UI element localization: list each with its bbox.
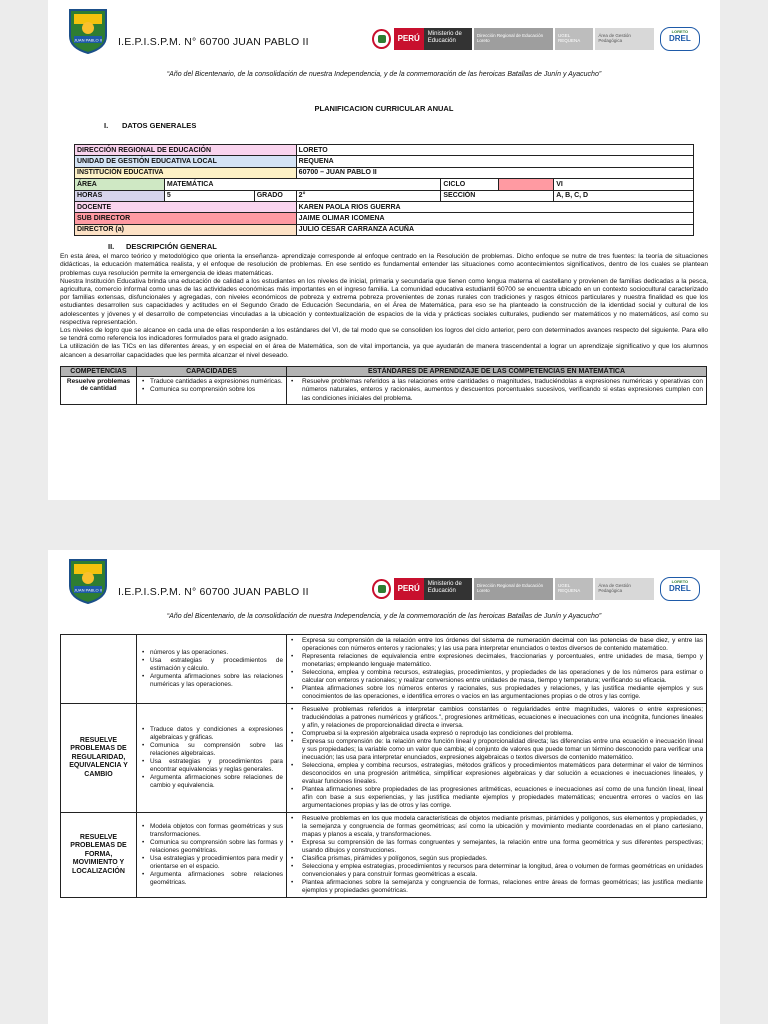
table-row (75, 167, 694, 178)
list-item: • Plantea afirmaciones sobre los números enteros y racionales, sus propiedades y relaciones, y las justifica mediante ejemplos y sus conocimientos de las operaciones, e identifica errores o vacíos en las argumentaciones propias o de otros y las corrige. (290, 685, 703, 701)
standards-cell (287, 704, 707, 813)
dre-box: Dirección Regional de Educación Loreto (474, 578, 553, 600)
subdirector-label: SUB DIRECTOR (75, 213, 297, 224)
page-header (48, 0, 720, 58)
list-item: • Usa estrategias y procedimientos para medir y orientarse en el espacio. (140, 855, 283, 871)
docente-label: DOCENTE (75, 201, 297, 212)
table-row (61, 704, 707, 813)
ie-value: 60700 – JUAN PABLO II (296, 167, 693, 178)
government-logos (372, 26, 700, 52)
competency-name: Resuelve problemas de cantidad (61, 376, 137, 404)
drel-sub: LORETO (671, 29, 689, 34)
svg-text:JUAN PABLO II: JUAN PABLO II (74, 587, 102, 593)
svg-text:JUAN PABLO II: JUAN PABLO II (74, 37, 102, 43)
capacities-cell (137, 376, 287, 404)
horas-value: 5 (164, 190, 254, 201)
ugel-box: UGEL REQUENA (555, 28, 593, 50)
general-data-table (74, 144, 694, 236)
ciclo-swatch (499, 179, 554, 190)
competencies-table-continued (60, 634, 707, 898)
list-item: • Usa estrategias y procedimientos de estimación y cálculo. (140, 657, 283, 673)
capacities-cell (137, 704, 287, 813)
list-item: • Resuelve problemas en los que modela características de objetos mediante prismas, pirámides y polígonos, sus elementos y propiedades, y la semejanza y congruencia de formas geométricas; así como la ubicación y movimiento mediante coordenadas en el plano cartesiano, mapas y planos a escala, y transformaciones. (290, 815, 703, 839)
table-row (75, 179, 694, 190)
drel-sub: LORETO (671, 579, 689, 584)
list-item: • Usa estrategias y procedimientos para encontrar equivalencias y reglas generales. (140, 758, 283, 774)
section-1-heading (48, 121, 720, 130)
area-value: MATEMÁTICA (164, 179, 441, 190)
list-item: • Expresa su comprensión de las formas congruentes y semejantes, la relación entre una forma geométrica y sus diferentes perspectivas; usando dibujos y construcciones. (290, 839, 703, 855)
list-item: • Argumenta afirmaciones sobre relaciones de cambio y equivalencia. (140, 774, 283, 790)
column-header: COMPETENCIAS (61, 366, 137, 376)
list-item: • Representa relaciones de equivalencia entre expresiones decimales, fraccionarias y porcentuales, entre unidades de masa, tiempo y monetarias; empleando lenguaje matemático. (290, 653, 703, 669)
list-item: • Plantea afirmaciones sobre propiedades de las progresiones aritméticas, ecuaciones e inecuaciones así como de una función lineal, lineal afín con base a sus experiencias, y las justifica mediante ejemplos y propiedades matemáticas; encuentra errores o vacíos en las argumentaciones propias y las de otros y las corrige. (290, 786, 703, 810)
list-item: • Resuelve problemas referidos a interpretar cambios constantes o regularidades entre magnitudes, valores o entre expresiones; traduciéndolas a patrones numéricos y gráficos.", progresiones aritméticas, ecuaciones e inecuaciones con una incógnita, funciones lineales y afín, y relaciones de proporcionalidad directa e inversa. (290, 706, 703, 730)
agp-box: Área de Gestión Pedagógica (595, 578, 653, 600)
ciclo-value: VI (554, 179, 694, 190)
list-item: • Expresa su comprensión de la relación entre los órdenes del sistema de numeración decimal con las potencias de base diez, y entre las operaciones con números enteros y racionales; y las usa para interpretar enunciados o textos diversos de contenido matemático. (290, 637, 703, 653)
list-item: • Argumenta afirmaciones sobre relaciones geométricas. (140, 871, 283, 887)
school-name: I.E.P.I.S.P.M. N° 60700 JUAN PABLO II (118, 586, 309, 598)
list-item: • Traduce cantidades a expresiones numéricas. (140, 378, 283, 386)
section-number: I. (104, 121, 109, 130)
horas-label: HORAS (75, 190, 165, 201)
area-label: ÁREA (75, 179, 165, 190)
ministry-label: Ministerio de Educación (424, 28, 472, 50)
peru-emblem-icon (372, 29, 391, 49)
list-item: • Selecciona y emplea estrategias, procedimientos y recursos para determinar la longitud, área o volumen de formas geométricas en unidades convencionales y para construir formas geométricas a escala. (290, 863, 703, 879)
director-label: DIRECTOR (a) (75, 224, 297, 235)
description-paragraph: Nuestra Institución Educativa brinda una educación de calidad a los estudiantes en los niveles de inicial, primaria y secundaria que tienen como lengua materna el castellano y provienen de familias dedicadas a la pesca, agricultura, comercio informal como unas de las actividades económicas más importantes en el ingreso familia. La comunidad educativa estudiantil 60700 se encuentra ubicado en un contexto sociocultural caracterizado por familias extensas, disfuncionales y agregadas, con niveles económicos de pobreza y extrema pobreza provenientes de zonas rurales con tradiciones y rasgos étnicos particulares y nuestra finalidad es que los estudiantes desarrollen sus capacidades y actitudes en el Segundo Grado de Educación Secundaria, en el Área de Matemática, para eso se ha planteado la construcción de la identidad social y cultural de los adolescentes y jóvenes y el desarrollo de competencias vinculadas a la ubicación y contextualización de espacios de la vida y prácticas sociales culturales, pudiendo ser matemáticos y no matemáticos, así como su respectiva representación. (60, 277, 708, 326)
table-row (75, 190, 694, 201)
list-item: • Comunica su comprensión sobre las relaciones algebraicas. (140, 742, 283, 758)
ie-label: INSTITUCIÓN EDUCATIVA (75, 167, 297, 178)
page-header (48, 550, 720, 608)
school-logo-icon (68, 8, 108, 54)
school-name: I.E.P.I.S.P.M. N° 60700 JUAN PABLO II (118, 36, 309, 48)
table-row (75, 156, 694, 167)
year-motto: “Año del Bicentenario, de la consolidación de nuestra Independencia, y de la conmemoración de las heroicas Batallas de Junín y Ayacucho” (166, 71, 602, 78)
year-motto: “Año del Bicentenario, de la consolidación de nuestra Independencia, y de la conmemoración de las heroicas Batallas de Junín y Ayacucho” (166, 613, 602, 620)
section-label: DESCRIPCIÓN GENERAL (126, 242, 217, 252)
ugel-box: UGEL REQUENA (555, 578, 593, 600)
seccion-label: SECCIÓN (441, 190, 554, 201)
standards-cell (287, 813, 707, 898)
drel-label: DREL (668, 34, 691, 43)
table-row (75, 224, 694, 235)
school-logo-icon (68, 558, 108, 604)
section-number: II. (108, 242, 115, 252)
dre-value: LORETO (296, 145, 693, 156)
list-item: • Selecciona, emplea y combina recursos, estrategias, procedimientos, y propiedades de las operaciones y de los números para estimar o calcular con enteros y racionales; y realizar conversiones entre unidades de masa, tiempo y temperatura; verificando su eficacia. (290, 669, 703, 685)
list-item: • Comprueba si la expresión algebraica usada expresó o reprodujo las condiciones del problema. (290, 730, 703, 738)
peru-label: PERÚ (394, 578, 424, 600)
ministry-label: Ministerio de Educación (424, 578, 472, 600)
capacities-cell (137, 635, 287, 704)
drel-logo (660, 577, 700, 601)
list-item: • Comunica su comprensión sobre los (140, 386, 283, 394)
page-2 (48, 550, 720, 1024)
list-item: • Plantea afirmaciones sobre la semejanza y congruencia de formas, relaciones entre áreas de formas geométricas; las justifica mediante ejemplos y propiedades geométricas. (290, 879, 703, 895)
peru-emblem-icon (372, 579, 391, 599)
director-value: JULIO CESAR CARRANZA ACUÑA (296, 224, 693, 235)
table-row (75, 145, 694, 156)
column-header: ESTÁNDARES DE APRENDIZAJE DE LAS COMPETENCIAS EN MATEMÁTICA (287, 366, 707, 376)
section-2-heading (48, 242, 720, 251)
government-logos (372, 576, 700, 602)
capacities-cell (137, 813, 287, 898)
list-item: • Traduce datos y condiciones a expresiones algebraicas y gráficas. (140, 726, 283, 742)
dre-label: DIRECCIÓN REGIONAL DE EDUCACIÓN (75, 145, 297, 156)
standards-cell (287, 635, 707, 704)
list-item: • Expresa su comprensión de: la relación entre función lineal y proporcionalidad directa; las diferencias entre una ecuación e inecuación lineal y sus propiedades; la variable como un valor que cambia; el conjunto de valores que puede tomar un término desconocido para verificar una inecuación; las usa para interpretar enunciados, expresiones algebraicas o textos diversos de contenido matemático. (290, 738, 703, 762)
ciclo-label: CICLO (441, 179, 499, 190)
description-paragraph: En esta área, el marco teórico y metodológico que orienta la enseñanza- aprendizaje corresponde al enfoque centrado en la Resolución de problemas. Dicho enfoque se nutre de tres fuentes: la teoría de situaciones didácticas, la educación matemática realista, y el enfoque de resolución de problemas. En ese sentido es fundamental entender las situaciones como acontecimientos significativos, dentro de los cuales se plantean problemas cuya resolución permite la emergencia de ideas matemáticas. (60, 253, 708, 277)
ugel-label: UNIDAD DE GESTIÓN EDUCATIVA LOCAL (75, 156, 297, 167)
competency-name (61, 635, 137, 704)
seccion-value: A, B, C, D (554, 190, 694, 201)
list-item: • Modela objetos con formas geométricas y sus transformaciones. (140, 823, 283, 839)
competency-name: RESUELVE PROBLEMAS DE REGULARIDAD, EQUIVALENCIA Y CAMBIO (61, 704, 137, 813)
list-item: • Resuelve problemas referidos a las relaciones entre cantidades o magnitudes, traduciéndolas a expresiones numéricas y operativas con números naturales, enteros y racionales, aumentos y descuentos porcentuales sucesivos, verificando si estas expresiones cumplen con las condiciones iniciales del problema. (290, 378, 703, 403)
table-header-row (61, 366, 707, 376)
competency-name: RESUELVE PROBLEMAS DE FORMA, MOVIMIENTO Y LOCALIZACIÓN (61, 813, 137, 898)
agp-box: Área de Gestión Pedagógica (595, 28, 653, 50)
ugel-value: REQUENA (296, 156, 693, 167)
list-item: • Argumenta afirmaciones sobre las relaciones numéricas y las operaciones. (140, 673, 283, 689)
document-title: PLANIFICACION CURRICULAR ANUAL (314, 104, 454, 113)
section-label: DATOS GENERALES (122, 121, 197, 130)
list-item: • Clasifica prismas, pirámides y polígonos, según sus propiedades. (290, 855, 703, 863)
table-row (61, 813, 707, 898)
column-header: CAPACIDADES (137, 366, 287, 376)
table-row (61, 635, 707, 704)
description-paragraph: Los niveles de logro que se alcance en cada una de ellas responderán a los estándares del VI, de tal modo que se consoliden los logros del ciclo anterior, pero con determinados avances respecto del siguiente. Para ello se tendrá como referencia los indicadores formulados para el grado asignado. (60, 326, 708, 343)
grado-label: GRADO (254, 190, 296, 201)
table-row (61, 376, 707, 404)
list-item: • números y las operaciones. (140, 649, 283, 657)
general-description (48, 253, 720, 360)
table-row (75, 201, 694, 212)
standards-cell (287, 376, 707, 404)
list-item: • Comunica su comprensión sobre las formas y relaciones geométricas. (140, 839, 283, 855)
subdirector-value: JAIME OLIMAR ICOMENA (296, 213, 693, 224)
dre-box: Dirección Regional de Educación Loreto (474, 28, 553, 50)
drel-logo (660, 27, 700, 51)
docente-value: KAREN PAOLA RIOS GUERRA (296, 201, 693, 212)
description-paragraph: La utilización de las TICs en las diferentes áreas, y en especial en el área de Matemática, son de vital importancia, ya que ayudarán de manera trascendental a lograr un aprendizaje significativo y que los alumnos alcancen a desarrollar capacidades que les permita alcanzar el nivel deseado. (60, 343, 708, 359)
peru-label: PERÚ (394, 28, 424, 50)
list-item: • Selecciona, emplea y combina recursos, estrategias, métodos gráficos y procedimientos matemáticos para determinar el valor de términos desconocidos en una progresión aritmética, simplificar expresiones algebraicas y dar solución a ecuaciones e inecuaciones lineales, y evaluar funciones lineales. (290, 762, 703, 786)
competencies-table (60, 366, 707, 405)
grado-value: 2° (296, 190, 441, 201)
drel-label: DREL (668, 584, 691, 593)
page-1 (48, 0, 720, 500)
table-row (75, 213, 694, 224)
